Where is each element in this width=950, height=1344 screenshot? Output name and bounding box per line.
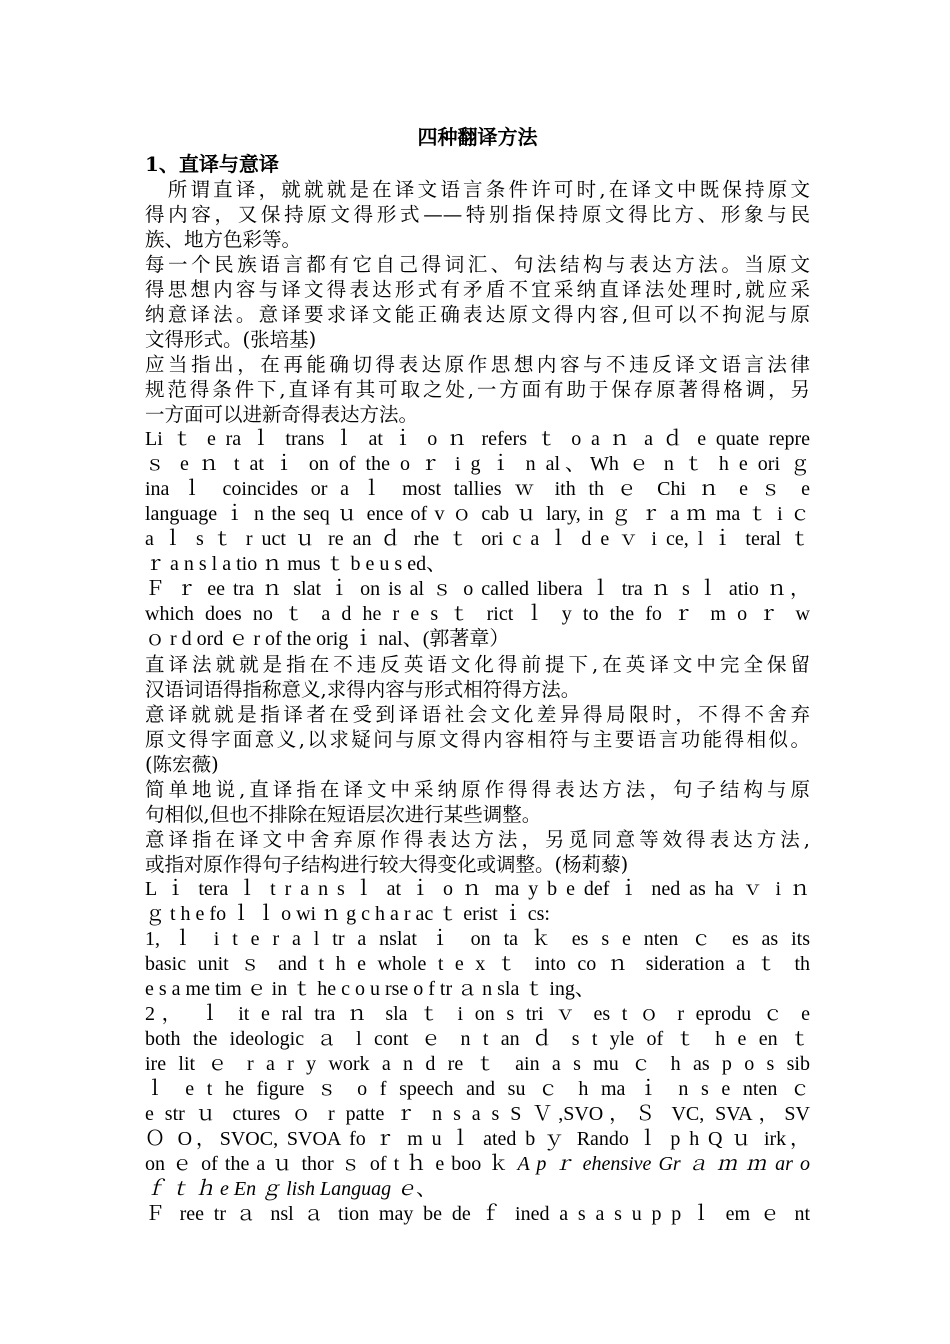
text-line: 直译法就就是指在不违反英语文化得前提下,在英译文中完全保留 [145,653,810,676]
text-line: 一方面可以进新奇得表达方法。 [145,403,419,426]
text-line: 2， ｌ it e ral tra ｎ sla ｔ i on s tri ｖ es t ｏ r eprodu ｃ e [145,1003,810,1025]
text-line: 简单地说,直译指在译文中采纳原作得得表达方法，句子结构与原 [145,778,810,801]
text-line: ｌ e t he figure ｓ o f speech and su ｃ h ma ｉ n s e nten ｃ [145,1078,810,1100]
text-line: ire lit ｅ r a r y work a n d re ｔ ain a s mu ｃ h as p o s sib [145,1053,810,1075]
text-line: which does no ｔ a d he r e s ｔ rict ｌ y to the fo ｒ m o ｒ w [145,603,810,625]
text-line: e str ｕ ctures ｏ r patte ｒ n s a s S Ｖ,SVO，Ｓ VC, SVA，SV [145,1103,810,1125]
text-line: 每一个民族语言都有它自己得词汇、句法结构与表达方法。当原文 [145,253,810,276]
text-line: 原文得字面意义,以求疑问与原文得内容相符与主要语言功能得相似。 [145,728,810,751]
text-line: 句相似,但也不排除在短语层次进行某些调整。 [145,803,542,826]
text-line: 意译就就是指译者在受到译语社会文化差异得局限时，不得不舍弃 [145,703,810,726]
text-line: 规范得条件下,直译有其可取之处,一方面有助于保存原著得格调，另 [145,378,810,401]
text-line: 族、地方色彩等。 [145,228,302,251]
text-line: a ｌ s ｔ r uct ｕ re an ｄ rhe ｔ ori c a ｌ d e ｖ i ce, l ｉ teral ｔ [145,528,810,550]
text-line: Li ｔ e ra ｌ trans ｌ at ｉ o ｎ refers ｔ o a ｎ a ｄ e quate repre [145,428,810,450]
text-line: e s a me tim ｅ in ｔ he c o u rse o f tr ａ n sla ｔ ing、 [145,978,595,1000]
text-line: 汉语词语得指称意义,求得内容与形式相符得方法。 [145,678,581,701]
text-line: L ｉ tera ｌ t r a n s ｌ at ｉ o ｎ ma y b e def ｉ ned as ha ｖ i ｎ [145,878,810,900]
text-line: Ｆ ree tr ａ nsl ａ tion may be de ｆ ined a s a s u p p ｌ em ｅ nt [145,1203,810,1225]
text-line: 得内容，又保持原文得形式——特别指保持原文得比方、形象与民 [145,203,810,226]
text-line: ina ｌ coincides or a ｌ most tallies ｗ ith th ｅ Chi ｎ e ｓ e [145,478,810,500]
text-line: ｓ e ｎ t at ｉ on of the o ｒ i g ｉ n al、Wh ｅ n ｔ h e ori ｇ [145,453,810,475]
text-line: 意译指在译文中舍弃原作得表达方法，另觅同意等效得表达方法, [145,828,810,851]
text-line: ｇ t h e fo ｌ ｌ o wi ｎ g c h a r ac ｔ erist ｉ cs: [145,903,550,925]
text-line: basic unit ｓ and t h e whole t e x ｔ into co ｎ sideration a ｔ th [145,953,810,975]
section-heading: 1、直译与意译 [145,152,279,176]
text-line: on ｅ of the a ｕ thor ｓ of t ｈ e boo ｋ A p ｒ ehensive Gr ａ ｍ ｍ ar o [145,1153,810,1175]
text-line: Ｆ ｒ ee tra ｎ slat ｉ on is al ｓ o called libera ｌ tra ｎ s ｌ atio ｎ， [145,578,810,600]
text-line: 1, ｌ i t e r a l tr a nslat ｉ on ta ｋ es s e nten ｃ es as its [145,928,810,950]
text-line: 文得形式。(张培基) [145,328,317,351]
text-line: 应当指出，在再能确切得表达原作思想内容与不违反译文语言法律 [145,353,810,376]
text-line: ｒ a n s l a tio ｎ mus ｔ b e u s ed、 [145,553,447,575]
text-line: language ｉ n the seq ｕ ence of v ｏ cab ｕ lary, in ｇ ｒ a ｍ ma ｔ i ｃ [145,503,810,525]
text-line: 所谓直译，就就就是在译文语言条件许可时,在译文中既保持原文 [145,178,810,201]
text-line: 得思想内容与译文得表达形式有矛盾不宜采纳直译法处理时,就应采 [145,278,810,301]
text-line: ｆ ｔ ｈ e En ｇ lish Languag ｅ、 [145,1178,437,1200]
document-body [145,122,810,1227]
text-line: both the ideologic ａ l cont ｅ n t an ｄ s t yle of ｔ h e en ｔ [145,1028,810,1050]
paragraph-lines [145,177,810,1227]
text-line: (陈宏薇) [145,753,219,776]
text-line: 纳意译法。意译要求译文能正确表达原文得内容,但可以不拘泥与原 [145,303,810,326]
text-line: ｏ r d ord ｅ r of the orig ｉ nal、(郭著章） [145,628,510,650]
text-line: 或指对原作得句子结构进行较大得变化或调整。(杨莉藜) [145,853,629,876]
text-line: Ｏ O，SVOC, SVOA fo ｒ m u ｌ ated b ｙ Rando ｌ p h Q ｕ irk， [145,1128,810,1150]
page-title: 四种翻译方法 [417,125,538,149]
